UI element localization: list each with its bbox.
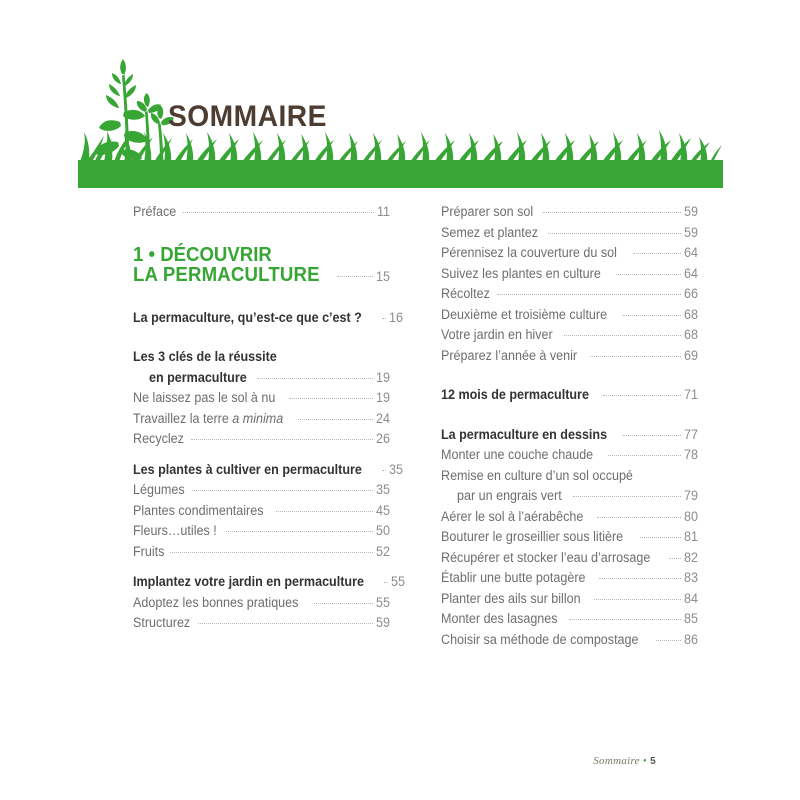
toc-entry-label: Planter des ails sur billon bbox=[441, 590, 581, 606]
toc-entry[interactable] bbox=[441, 551, 698, 565]
toc-dot-leader bbox=[669, 557, 681, 559]
toc-entry-label: Remise en culture d’un sol occupé bbox=[441, 467, 633, 483]
toc-page-number: 35 bbox=[376, 482, 390, 497]
toc-entry-label: Bouturer le groseillier sous litière bbox=[441, 529, 624, 544]
toc-dot-leader bbox=[276, 510, 373, 512]
toc-entry[interactable] bbox=[441, 328, 698, 342]
toc-entry[interactable] bbox=[441, 205, 698, 219]
toc-dot-leader bbox=[170, 551, 373, 553]
toc-dot-leader bbox=[192, 489, 373, 491]
toc-entry-label: Les plantes à cultiver en permaculture bbox=[133, 461, 362, 477]
toc-page-number: 83 bbox=[684, 570, 698, 585]
toc-dot-leader bbox=[191, 438, 373, 440]
toc-dot-leader bbox=[623, 314, 681, 316]
toc-page-number: 55 bbox=[376, 594, 390, 610]
toc-dot-leader bbox=[289, 397, 373, 399]
toc-entry-label: Travaillez la terre a minima bbox=[133, 410, 284, 426]
toc-entry-label: Deuxième et troisième culture bbox=[441, 306, 608, 322]
toc-dot-leader bbox=[382, 469, 386, 471]
toc-entry[interactable] bbox=[441, 469, 698, 483]
toc-column-left bbox=[133, 205, 433, 653]
toc-entry[interactable] bbox=[133, 524, 390, 538]
toc-dot-leader bbox=[198, 622, 373, 624]
toc-column-right bbox=[441, 205, 741, 653]
toc-dot-leader bbox=[623, 434, 681, 436]
toc-entry[interactable] bbox=[133, 245, 390, 265]
toc-entry-label: Aérer le sol à l’aérabêche bbox=[441, 508, 584, 524]
toc-entry-label: Préparez l’année à venir bbox=[441, 347, 578, 363]
toc-entry-label: Préparer son sol bbox=[441, 204, 534, 219]
toc-page-number: 84 bbox=[684, 590, 698, 606]
toc-page-number: 19 bbox=[376, 390, 390, 405]
footer-separator-dot: • bbox=[642, 755, 648, 767]
toc-entry-label: Fleurs…utiles ! bbox=[133, 523, 217, 538]
toc-entry[interactable] bbox=[133, 483, 390, 497]
toc-page-number: 16 bbox=[389, 309, 404, 325]
toc-entry[interactable] bbox=[441, 633, 698, 647]
toc-entry[interactable] bbox=[441, 308, 698, 322]
toc-entry[interactable] bbox=[441, 267, 698, 281]
toc-entry[interactable] bbox=[133, 545, 390, 559]
toc-dot-leader bbox=[548, 232, 681, 234]
turf-base bbox=[78, 160, 723, 188]
toc-page-number: 85 bbox=[684, 611, 698, 626]
toc-entry[interactable] bbox=[441, 530, 698, 544]
toc-entry[interactable] bbox=[133, 432, 390, 446]
toc-dot-leader bbox=[599, 577, 681, 579]
toc-entry-label: Plantes condimentaires bbox=[133, 502, 264, 518]
toc-entry-label: Monter des lasagnes bbox=[441, 611, 558, 626]
toc-page-number: 82 bbox=[684, 549, 698, 565]
toc-entry-label: Préface bbox=[133, 204, 177, 219]
toc-dot-leader bbox=[226, 530, 373, 532]
toc-dot-leader bbox=[497, 293, 681, 295]
toc-dot-leader bbox=[314, 602, 373, 604]
toc-entry[interactable] bbox=[133, 391, 390, 405]
toc-dot-leader bbox=[594, 598, 681, 600]
toc-entry[interactable] bbox=[441, 571, 698, 585]
toc-page-number: 55 bbox=[391, 574, 406, 589]
toc-entry-label: Récupérer et stocker l’eau d’arrosage bbox=[441, 549, 651, 565]
toc-page-number: 26 bbox=[376, 431, 390, 446]
toc-entry[interactable] bbox=[441, 287, 698, 301]
page-title: SOMMAIRE bbox=[168, 100, 327, 133]
toc-page-number: 59 bbox=[684, 224, 698, 240]
toc-page-number: 79 bbox=[684, 488, 698, 503]
toc-entry-label: La permaculture, qu’est-ce que c’est ? bbox=[133, 309, 362, 325]
toc-page-number: 35 bbox=[389, 461, 404, 477]
toc-dot-leader bbox=[543, 211, 681, 213]
toc-entry[interactable] bbox=[133, 504, 390, 518]
toc-page-number: 71 bbox=[684, 387, 698, 402]
toc-entry[interactable] bbox=[133, 265, 390, 285]
toc-dot-leader bbox=[569, 618, 681, 620]
grass-banner-graphic bbox=[0, 0, 800, 195]
toc-entry-label: Implantez votre jardin en permaculture bbox=[133, 574, 364, 589]
toc-entry-label: Récoltez bbox=[441, 286, 490, 301]
toc-page-number: 86 bbox=[684, 631, 698, 647]
toc-entry[interactable] bbox=[133, 309, 404, 325]
toc-page-number: 80 bbox=[684, 508, 698, 524]
toc-page-number: 64 bbox=[684, 245, 698, 260]
toc-dot-leader bbox=[573, 495, 681, 497]
toc-entry-label: Votre jardin en hiver bbox=[441, 327, 553, 342]
toc-dot-leader bbox=[384, 581, 388, 583]
toc-entry-label: LA PERMACULTURE bbox=[133, 263, 320, 286]
toc-entry-label: Suivez les plantes en culture bbox=[441, 265, 601, 281]
spacer bbox=[133, 285, 433, 311]
toc-entry-label: Ne laissez pas le sol à nu bbox=[133, 390, 276, 405]
toc-columns bbox=[0, 205, 800, 653]
grass-icon bbox=[80, 130, 722, 163]
spacer bbox=[133, 630, 433, 637]
toc-entry[interactable] bbox=[441, 428, 698, 442]
toc-dot-leader bbox=[285, 257, 388, 258]
toc-entry-label: La permaculture en dessins bbox=[441, 426, 608, 442]
toc-entry-label: par un engrais vert bbox=[457, 488, 562, 503]
toc-entry-label: Légumes bbox=[133, 482, 185, 497]
toc-entry-label: Pérennisez la couverture du sol bbox=[441, 245, 617, 260]
toc-entry-label: Les 3 clés de la réussite bbox=[133, 349, 277, 364]
toc-dot-leader bbox=[656, 639, 681, 641]
toc-entry[interactable] bbox=[441, 349, 698, 363]
toc-entry-label: en permaculture bbox=[149, 369, 247, 385]
toc-page-number: 69 bbox=[684, 347, 698, 363]
footer bbox=[593, 755, 656, 767]
toc-page-number: 24 bbox=[376, 410, 390, 426]
toc-page-number: 81 bbox=[684, 529, 698, 544]
toc-page-number: 78 bbox=[684, 447, 698, 462]
toc-dot-leader bbox=[597, 516, 681, 518]
toc-entry[interactable] bbox=[457, 489, 698, 503]
toc-dot-leader bbox=[564, 334, 681, 336]
toc-entry-label: Fruits bbox=[133, 543, 165, 559]
spacer bbox=[441, 646, 741, 653]
toc-entry[interactable] bbox=[441, 226, 698, 240]
toc-entry[interactable] bbox=[149, 371, 390, 385]
toc-page-number: 52 bbox=[376, 543, 390, 559]
toc-entry[interactable] bbox=[441, 246, 698, 260]
toc-dot-leader bbox=[291, 357, 388, 358]
toc-page-number: 77 bbox=[684, 426, 698, 442]
toc-entry-label: Adoptez les bonnes pratiques bbox=[133, 594, 299, 610]
spacer bbox=[441, 362, 741, 388]
toc-page-number: 64 bbox=[684, 265, 698, 281]
toc-dot-leader bbox=[633, 252, 681, 254]
toc-dot-leader bbox=[608, 454, 681, 456]
toc-page-number: 45 bbox=[376, 502, 390, 518]
toc-entry[interactable] bbox=[441, 592, 698, 606]
toc-entry[interactable] bbox=[133, 205, 390, 219]
toc-page-number: 59 bbox=[684, 204, 698, 219]
toc-entry[interactable] bbox=[441, 612, 698, 626]
toc-dot-leader bbox=[257, 377, 373, 379]
toc-page-number: 68 bbox=[684, 327, 698, 342]
toc-entry[interactable] bbox=[441, 448, 698, 462]
toc-page-number: 68 bbox=[684, 306, 698, 322]
toc-dot-leader bbox=[337, 275, 373, 277]
toc-entry[interactable] bbox=[133, 350, 390, 364]
toc-entry-label: Semez et plantez bbox=[441, 224, 539, 240]
toc-entry[interactable] bbox=[133, 616, 390, 630]
toc-entry[interactable] bbox=[133, 574, 406, 589]
toc-dot-leader bbox=[183, 211, 374, 213]
toc-dot-leader bbox=[382, 317, 386, 319]
toc-entry-label: Structurez bbox=[133, 615, 191, 630]
spacer bbox=[441, 402, 741, 428]
spacer bbox=[133, 446, 433, 463]
toc-page-number: 19 bbox=[376, 369, 390, 385]
spacer bbox=[133, 219, 433, 245]
toc-dot-leader bbox=[640, 536, 681, 538]
toc-dot-leader bbox=[603, 394, 681, 396]
toc-entry[interactable] bbox=[441, 510, 698, 524]
toc-entry[interactable] bbox=[133, 412, 390, 426]
footer-page-number: 5 bbox=[650, 756, 656, 767]
toc-entry[interactable] bbox=[441, 388, 698, 402]
header-banner bbox=[0, 0, 800, 195]
toc-entry-label: 12 mois de permaculture bbox=[441, 387, 589, 402]
toc-entry-label: Monter une couche chaude bbox=[441, 447, 594, 462]
toc-entry-label: Recyclez bbox=[133, 431, 184, 446]
toc-page-number: 15 bbox=[376, 268, 390, 284]
toc-page-number: 59 bbox=[376, 615, 390, 630]
spacer bbox=[133, 324, 433, 350]
spacer bbox=[133, 558, 433, 575]
toc-page-number: 50 bbox=[376, 523, 390, 538]
toc-page-number: 66 bbox=[684, 286, 698, 301]
toc-dot-leader bbox=[650, 476, 696, 477]
toc-page-number: 11 bbox=[376, 204, 390, 219]
toc-entry-label: Établir une butte potagère bbox=[441, 570, 586, 585]
toc-entry-label: 1 • DÉCOUVRIR bbox=[133, 243, 272, 266]
toc-dot-leader bbox=[616, 273, 681, 275]
toc-entry[interactable] bbox=[133, 596, 390, 610]
footer-label: Sommaire bbox=[593, 755, 640, 767]
toc-dot-leader bbox=[298, 418, 373, 420]
toc-dot-leader bbox=[590, 355, 681, 357]
toc-entry[interactable] bbox=[133, 461, 404, 477]
toc-entry-label: Choisir sa méthode de compostage bbox=[441, 631, 639, 647]
